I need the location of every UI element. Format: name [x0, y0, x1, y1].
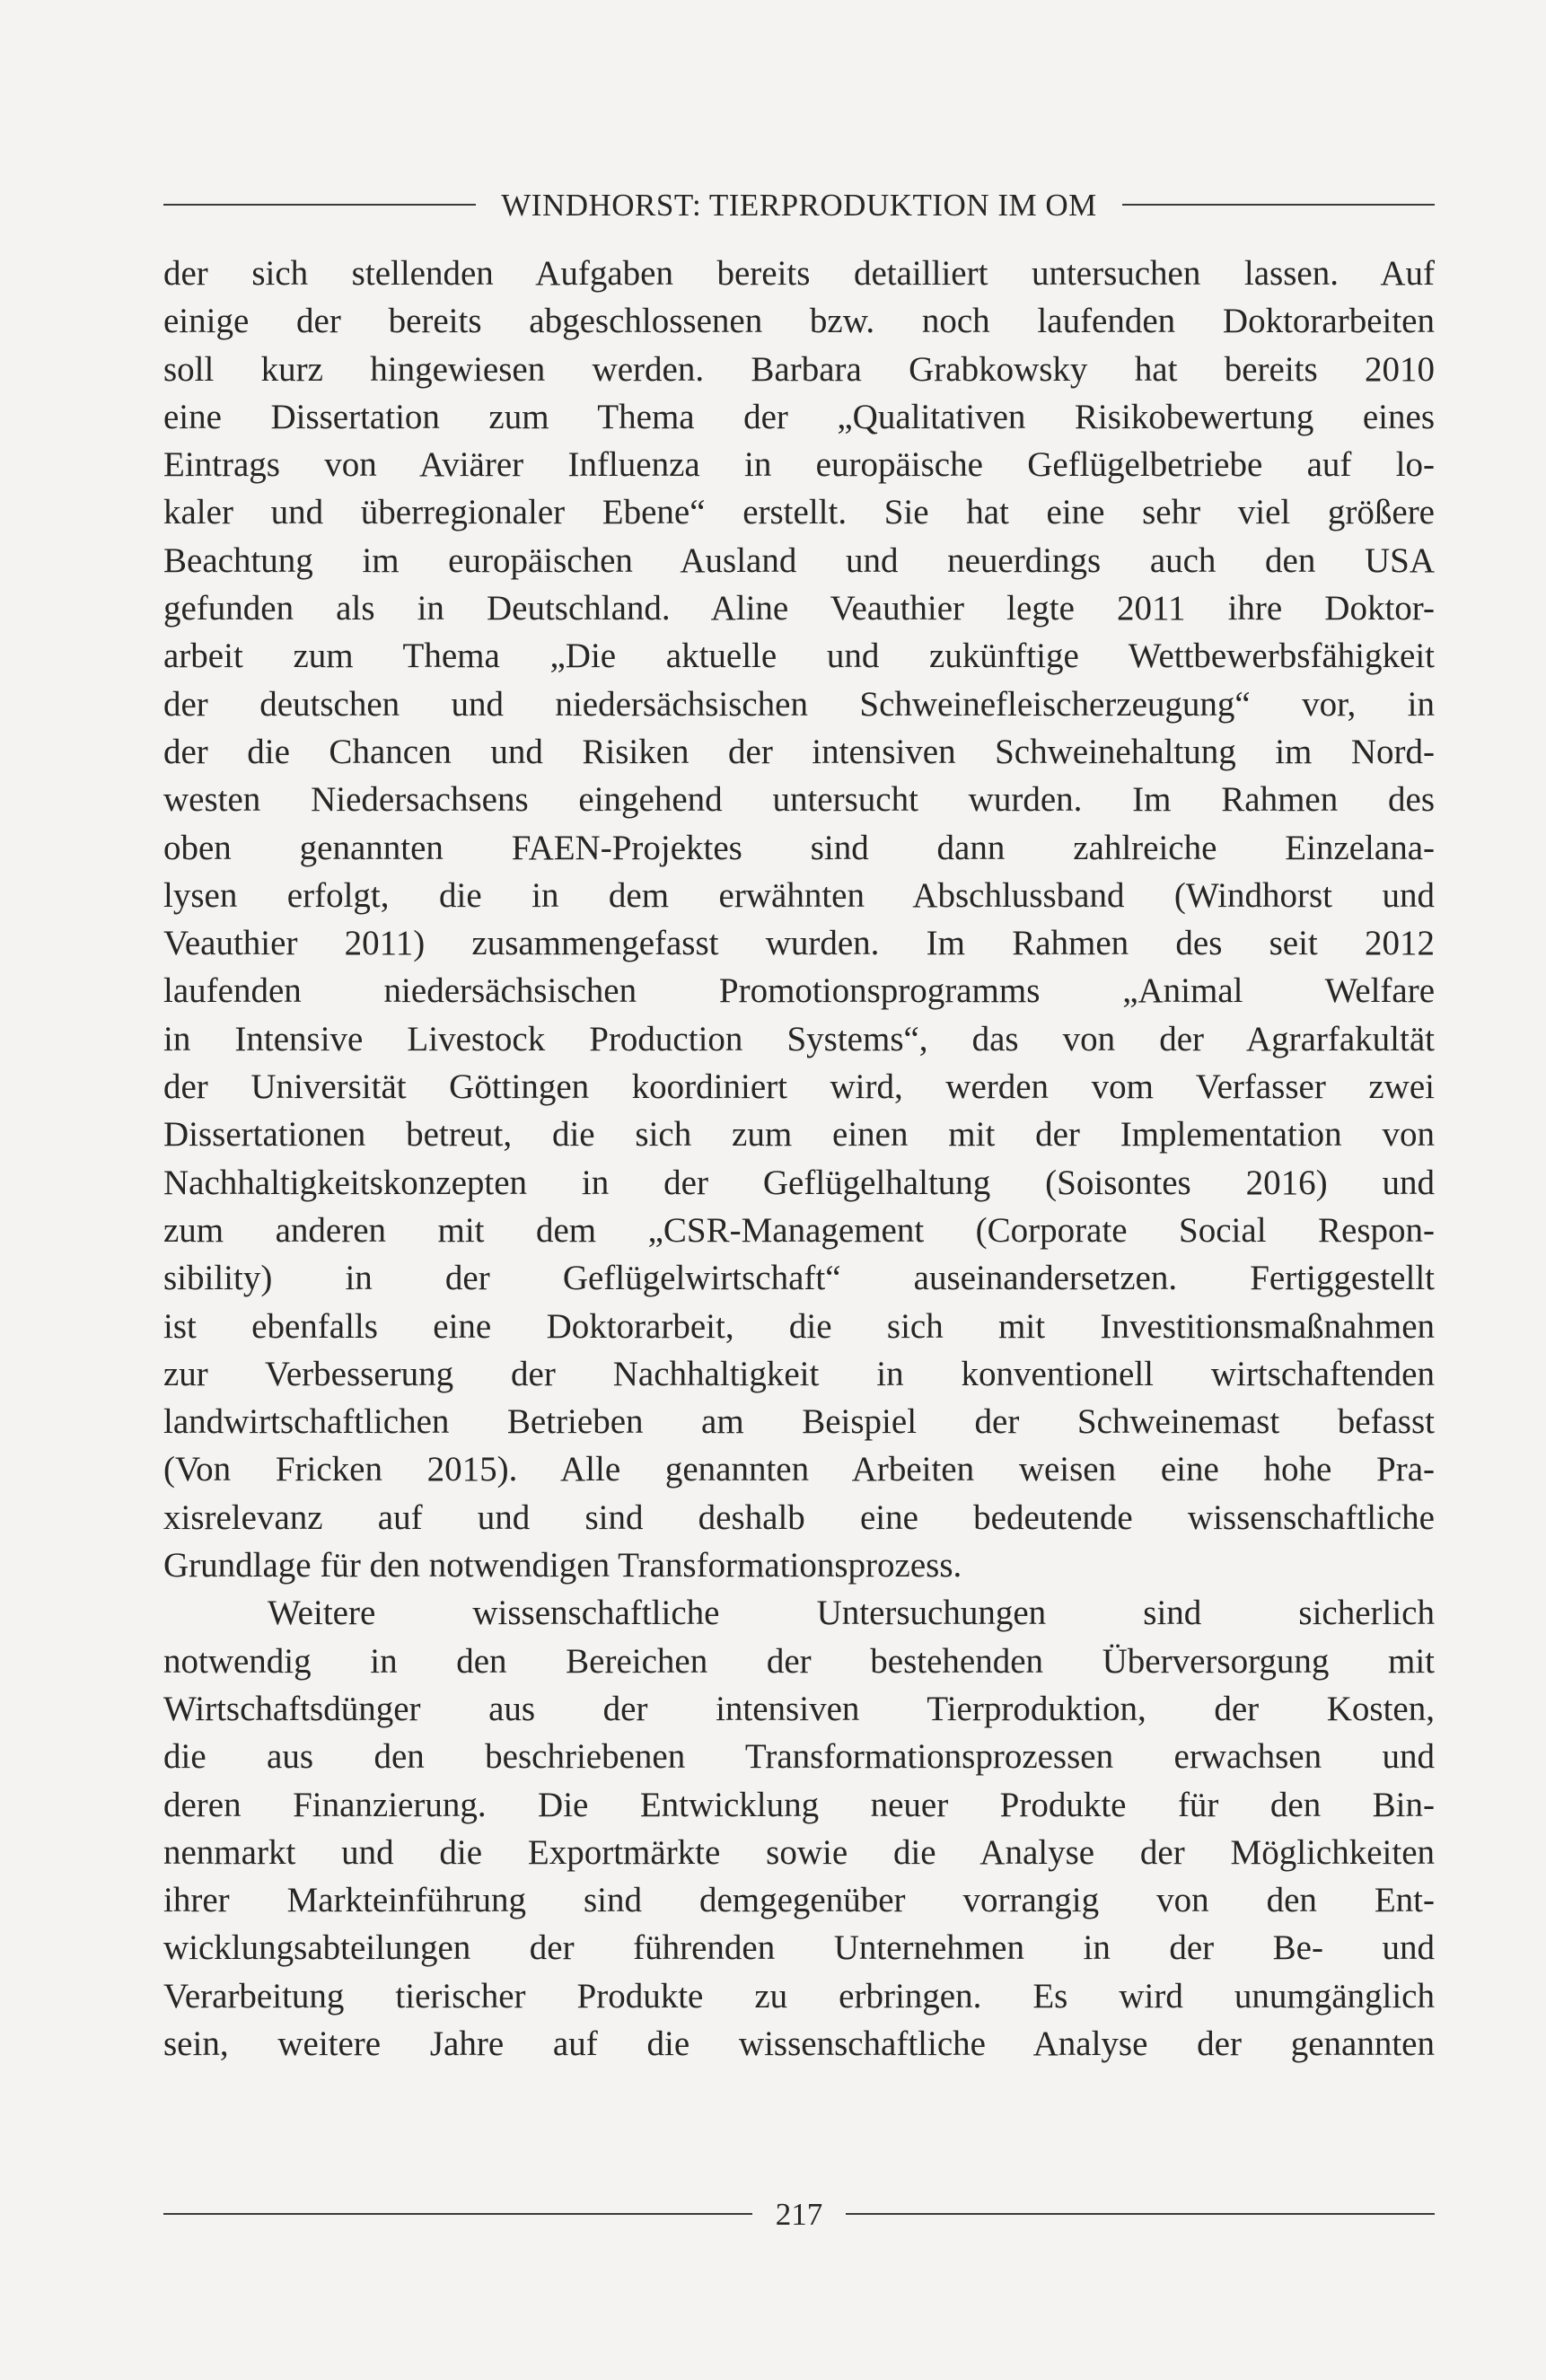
text-line: laufenden niedersächsischen Promotionsprogramms „Animal Welfare [163, 971, 1435, 1011]
running-title: WINDHORST: TIERPRODUKTION IM OM [501, 187, 1097, 223]
text-line: zur Verbesserung der Nachhaltigkeit in konventionell wirtschaftenden [163, 1354, 1435, 1393]
text-line: eine Dissertation zum Thema der „Qualitativen Risikobewertung eines [163, 397, 1435, 436]
text-line: gefunden als in Deutschland. Aline Veauthier legte 2011 ihre Doktor- [163, 589, 1435, 628]
text-line: notwendig in den Bereichen der bestehenden Überversorgung mit [163, 1641, 1435, 1681]
text-line: deren Finanzierung. Die Entwicklung neuer Produkte für den Bin- [163, 1785, 1435, 1824]
text-line: kaler und überregionaler Ebene“ erstellt. Sie hat eine sehr viel größere [163, 493, 1435, 532]
text-line: lysen erfolgt, die in dem erwähnten Abschlussband (Windhorst und [163, 875, 1435, 915]
text-line: die aus den beschriebenen Transformationsprozessen erwachsen und [163, 1737, 1435, 1777]
text-line: Veauthier 2011) zusammengefasst wurden. Im Rahmen des seit 2012 [163, 924, 1435, 963]
text-line: Weitere wissenschaftliche Untersuchungen sind sicherlich [268, 1594, 1435, 1633]
paragraph [163, 1589, 1435, 2068]
text-line: xisrelevanz auf und sind deshalb eine bedeutende wissenschaftliche [163, 1497, 1435, 1537]
page-footer [163, 2187, 1435, 2241]
text-line: Eintrags von Aviärer Influenza in europäische Geflügelbetriebe auf lo- [163, 445, 1435, 485]
text-line: Verarbeitung tierischer Produkte zu erbringen. Es wird unumgänglich [163, 1976, 1435, 2016]
text-line: oben genannten FAEN-Projektes sind dann zahlreiche Einzelana- [163, 828, 1435, 867]
text-line: nenmarkt und die Exportmärkte sowie die Analyse der Möglichkeiten [163, 1832, 1435, 1872]
text-line: (Von Fricken 2015). Alle genannten Arbeiten weisen eine hohe Pra- [163, 1450, 1435, 1489]
text-line: der deutschen und niedersächsischen Schweinefleischerzeugung“ vor, in [163, 684, 1435, 724]
text-line: landwirtschaftlichen Betrieben am Beispiel der Schweinemast befasst [163, 1402, 1435, 1442]
text-line: sibility) in der Geflügelwirtschaft“ auseinandersetzen. Fertiggestellt [163, 1259, 1435, 1298]
text-line: Nachhaltigkeitskonzepten in der Geflügelhaltung (Soisontes 2016) und [163, 1163, 1435, 1202]
text-line: wicklungsabteilungen der führenden Unternehmen in der Be- und [163, 1928, 1435, 1968]
text-line: westen Niedersachsens eingehend untersucht wurden. Im Rahmen des [163, 780, 1435, 820]
text-line: einige der bereits abgeschlossenen bzw. noch laufenden Doktorarbeiten [163, 302, 1435, 341]
text-line: Beachtung im europäischen Ausland und neuerdings auch den USA [163, 540, 1435, 580]
running-header [163, 180, 1435, 230]
text-line: Wirtschaftsdünger aus der intensiven Tierproduktion, der Kosten, [163, 1689, 1435, 1728]
header-rule-left [163, 204, 476, 206]
text-line: sein, weitere Jahre auf die wissenschaftliche Analyse der genannten [163, 2024, 1435, 2063]
text-line: zum anderen mit dem „CSR-Management (Corporate Social Respon- [163, 1210, 1435, 1250]
text-line: ist ebenfalls eine Doktorarbeit, die sich mit Investitionsmaßnahmen [163, 1306, 1435, 1346]
text-line: der die Chancen und Risiken der intensiven Schweinehaltung im Nord- [163, 732, 1435, 771]
page-number: 217 [775, 2196, 823, 2232]
body-text [163, 250, 1435, 2068]
text-line: Grundlage für den notwendigen Transformationsprozess. [163, 1546, 962, 1585]
text-line: ihrer Markteinführung sind demgegenüber vorrangig von den Ent- [163, 1881, 1435, 1920]
text-line: arbeit zum Thema „Die aktuelle und zukünftige Wettbewerbsfähigkeit [163, 637, 1435, 676]
text-line: in Intensive Livestock Production Systems“, das von der Agrarfakultät [163, 1019, 1435, 1058]
text-line: Dissertationen betreut, die sich zum einen mit der Implementation von [163, 1115, 1435, 1155]
footer-rule-right [846, 2213, 1435, 2215]
header-rule-right [1122, 204, 1435, 206]
text-line: der sich stellenden Aufgaben bereits detailliert untersuchen lassen. Auf [163, 254, 1435, 293]
text-line: der Universität Göttingen koordiniert wird, werden vom Verfasser zwei [163, 1067, 1435, 1107]
text-line: soll kurz hingewiesen werden. Barbara Grabkowsky hat bereits 2010 [163, 349, 1435, 389]
paragraph [163, 250, 1435, 1589]
footer-rule-left [163, 2213, 752, 2215]
